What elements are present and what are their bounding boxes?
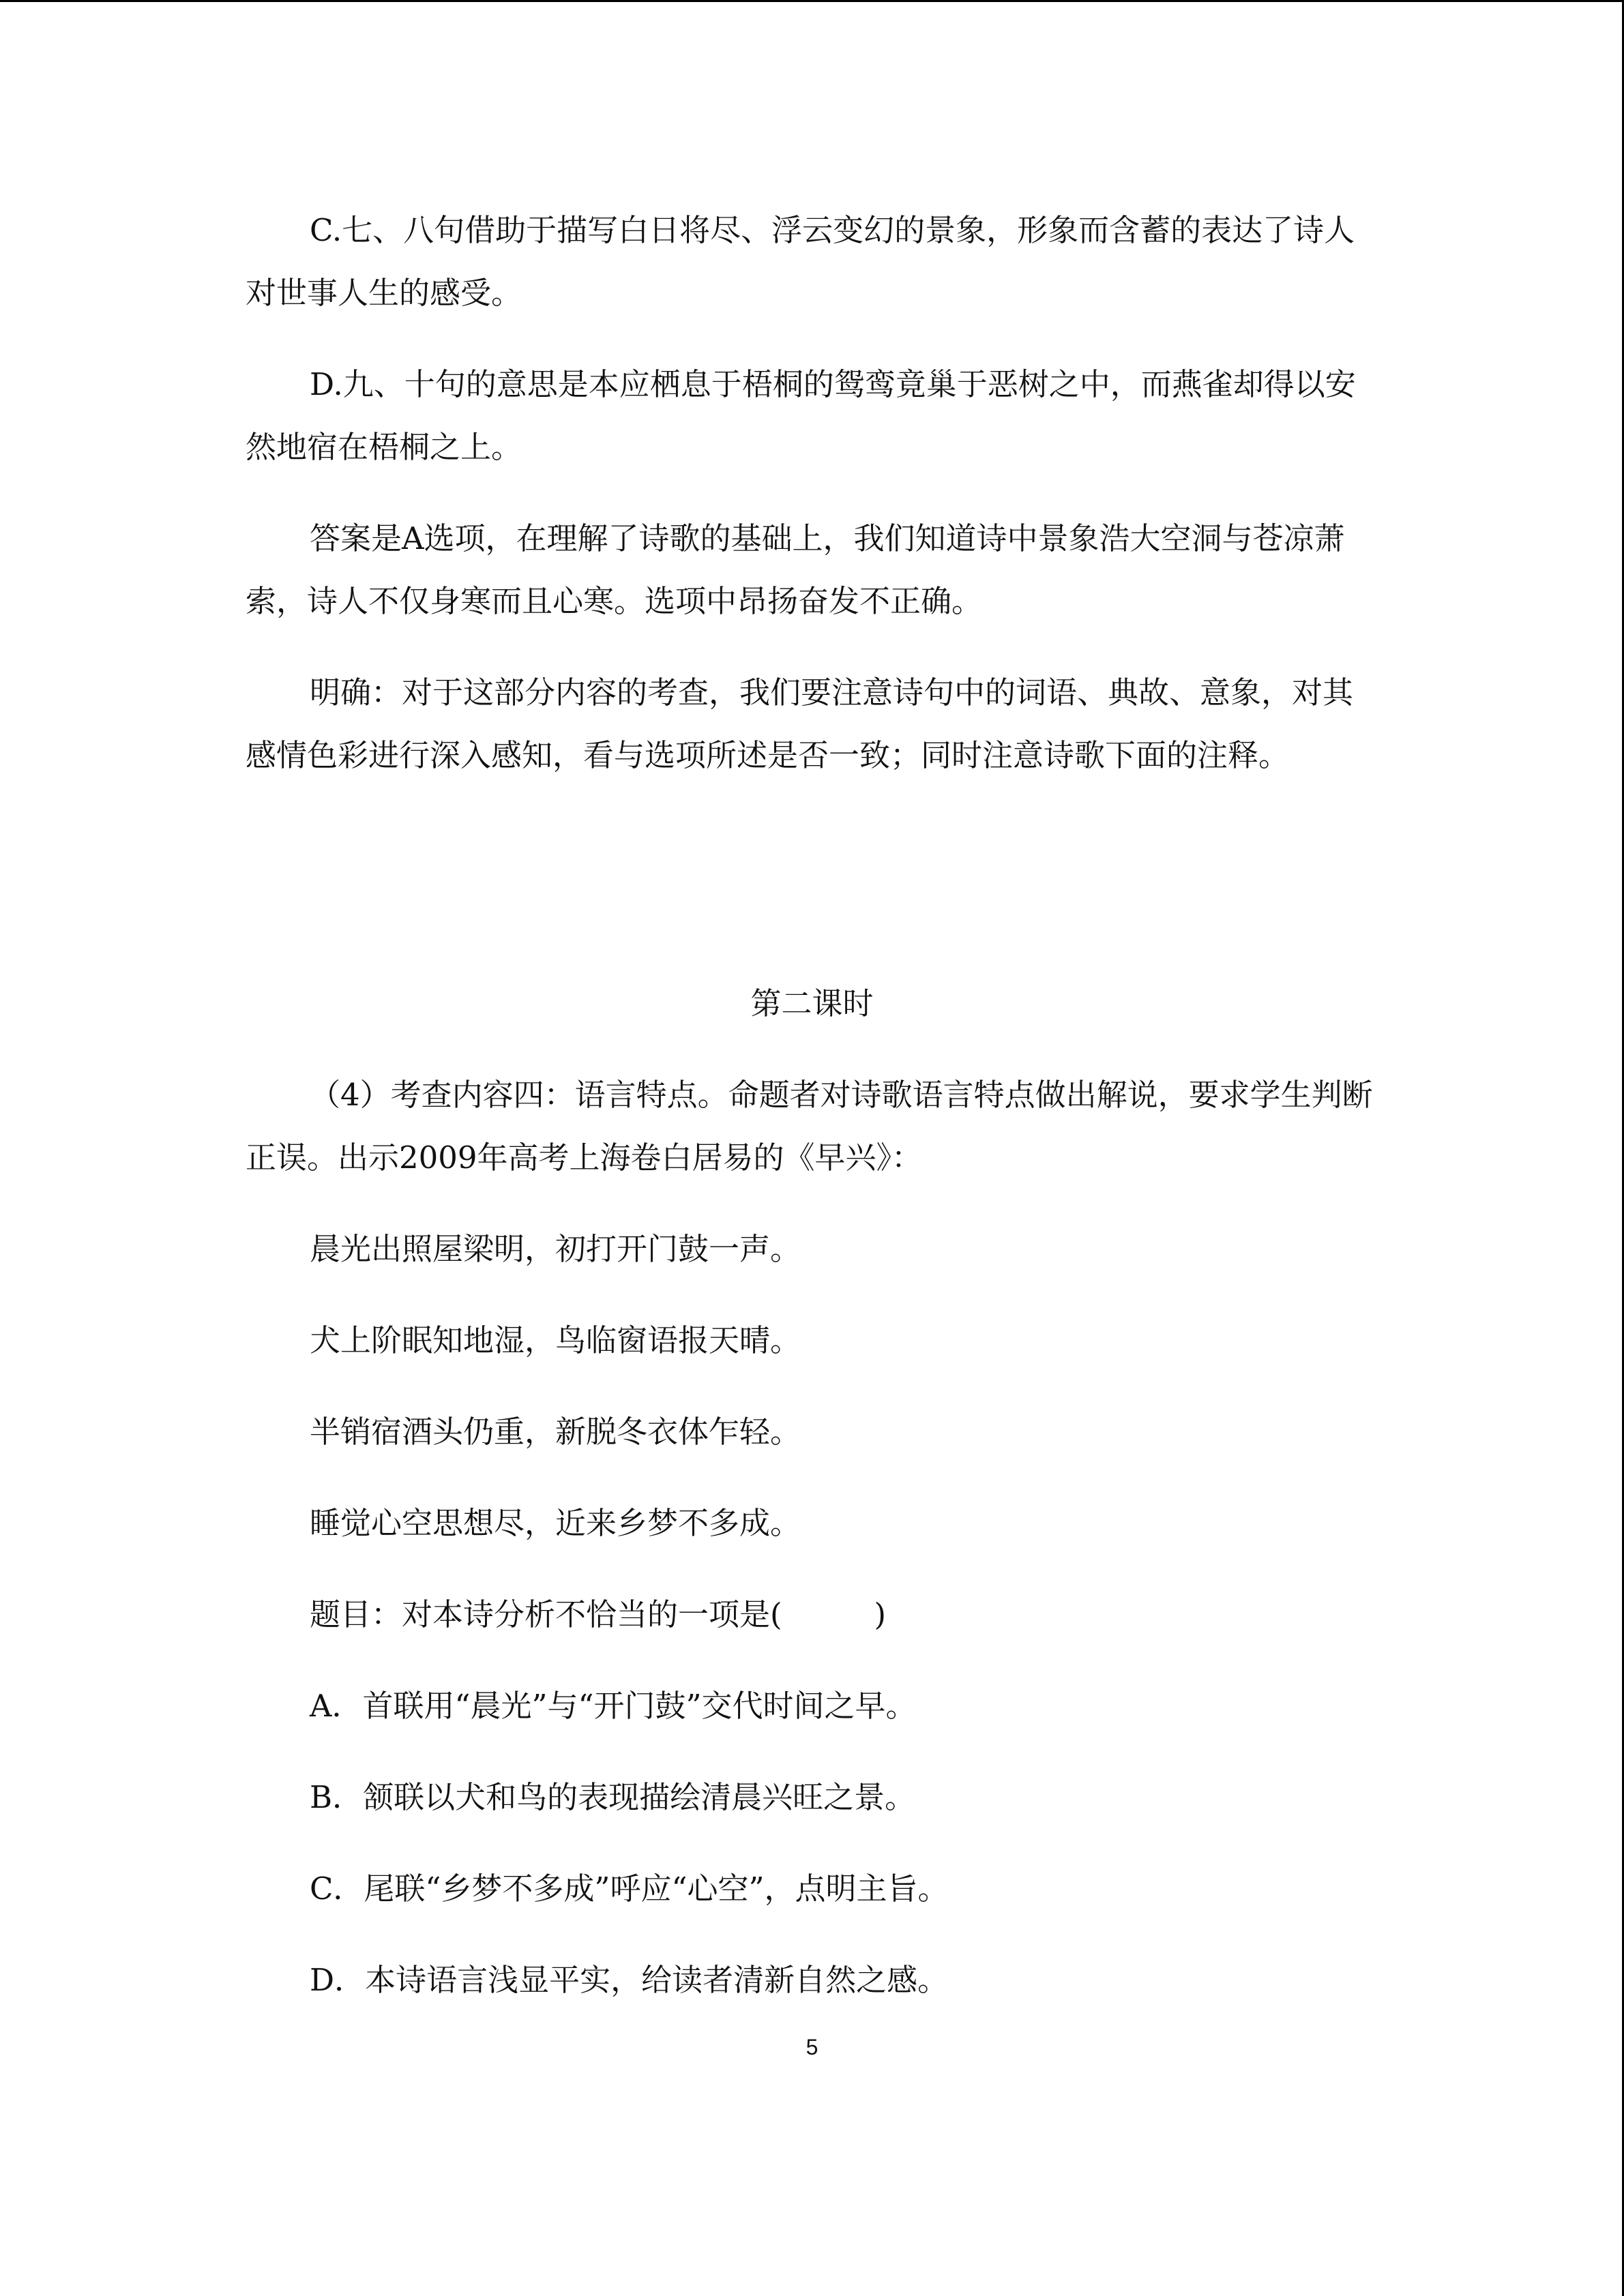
poem-line: 晨光出照屋梁明，初打开门鼓一声。 [310, 1231, 801, 1267]
answer-option-c: C．尾联“乡梦不多成”呼应“心空”，点明主旨。 [310, 1870, 949, 1907]
poem-line: 睡觉心空思想尽，近来乡梦不多成。 [310, 1505, 801, 1541]
answer-option-d: D．本诗语言浅显平实，给读者清新自然之感。 [310, 1962, 949, 1998]
paragraph-answer: 答案是A选项，在理解了诗歌的基础上，我们知道诗中景象浩大空洞与苍凉萧索，诗人不仅身寒而且心寒。选项中昂扬奋发不正确。 [246, 520, 1345, 619]
answer-option-b: B．颔联以犬和鸟的表现描绘清晨兴旺之景。 [310, 1779, 916, 1815]
poem-line: 犬上阶眠知地湿，鸟临窗语报天晴。 [310, 1322, 801, 1358]
section-heading: 第二课时 [750, 985, 874, 1022]
paragraph-clarification: 明确：对于这部分内容的考查，我们要注意诗句中的词语、典故、意象，对其感情色彩进行深入感知，看与选项所述是否一致；同时注意诗歌下面的注释。 [246, 674, 1354, 773]
paragraph-option-d: D.九、十句的意思是本应栖息于梧桐的鸳鸾竟巢于恶树之中，而燕雀却得以安然地宿在梧桐之上。 [246, 366, 1356, 465]
answer-option-a: A．首联用“晨光”与“开门鼓”交代时间之早。 [310, 1688, 917, 1724]
page-number: 5 [806, 2035, 818, 2059]
poem-line: 半销宿酒头仍重，新脱冬衣体乍轻。 [310, 1414, 801, 1450]
paragraph-option-c: C.七、八句借助于描写白日将尽、浮云变幻的景象，形象而含蓄的表达了诗人对世事人生的感受。 [246, 212, 1355, 311]
question-line: 题目：对本诗分析不恰当的一项是( ) [310, 1596, 887, 1632]
paragraph-intro: （4）考查内容四：语言特点。命题者对诗歌语言特点做出解说，要求学生判断正误。出示2009年高考上海卷白居易的《早兴》： [246, 1077, 1373, 1176]
page-top-border [0, 0, 1624, 2]
